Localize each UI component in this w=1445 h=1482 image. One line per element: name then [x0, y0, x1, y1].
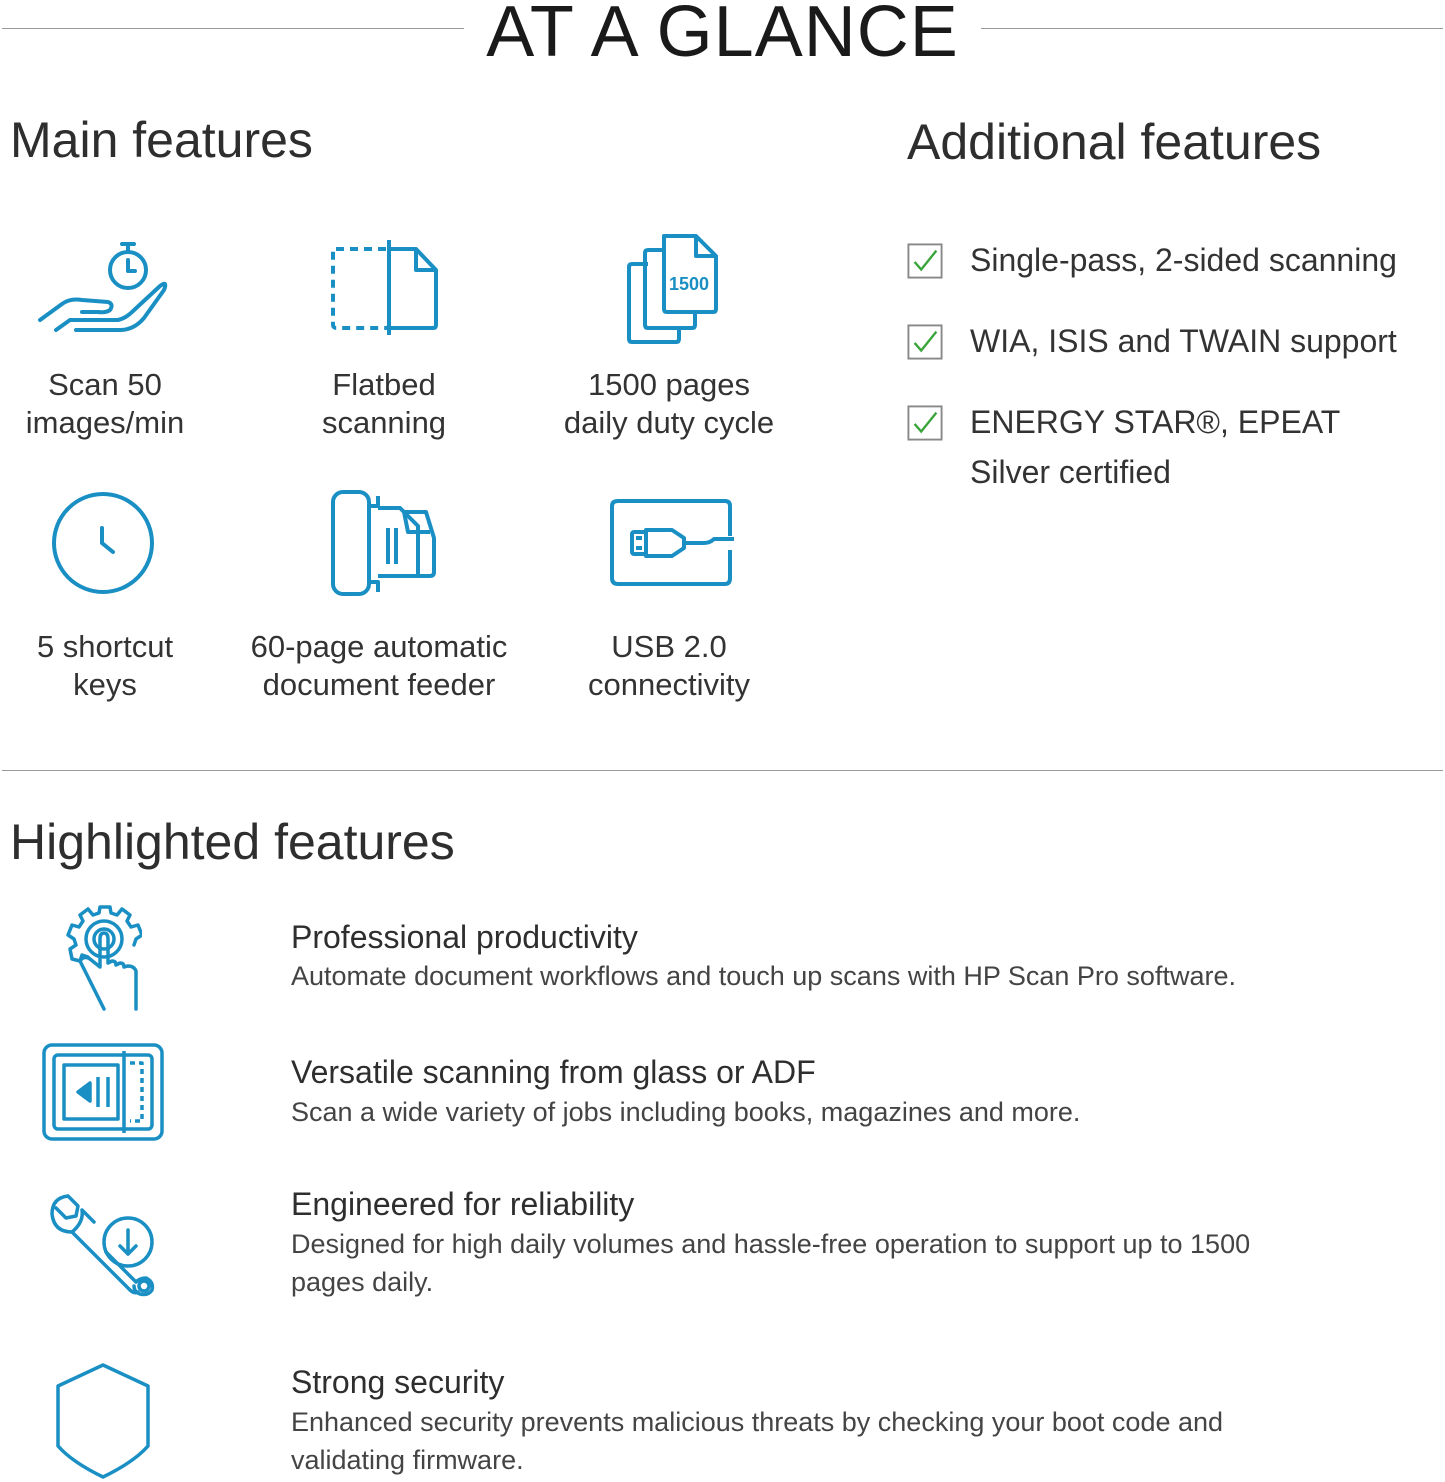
checkbox-checked-icon [907, 324, 943, 360]
flatbed-icon [330, 237, 442, 337]
checkbox-checked-icon [907, 405, 943, 441]
additional-feature-text: WIA, ISIS and TWAIN support [970, 323, 1397, 359]
usb-icon [608, 498, 736, 588]
highlight-title: Versatile scanning from glass or ADF [291, 1054, 816, 1090]
highlight-title: Strong security [291, 1364, 505, 1400]
document-feeder-icon [330, 488, 442, 598]
wrench-download-icon [48, 1192, 158, 1302]
checkbox-checked-icon [907, 243, 943, 279]
section-divider [2, 770, 1443, 771]
feature-label-line: images/min [25, 405, 185, 440]
feature-label-line: 5 shortcut [36, 629, 174, 664]
additional-features-heading: Additional features [907, 114, 1322, 170]
feature-label-line: keys [73, 667, 137, 702]
glass-adf-icon [42, 1043, 164, 1141]
page-title: AT A GLANCE [0, 0, 1445, 72]
feature-label-line: 60-page automatic [250, 629, 508, 664]
clock-icon [50, 490, 156, 596]
feature-label-adf [239, 628, 519, 704]
feature-label-usb [529, 628, 809, 704]
feature-label-line: 1500 pages [587, 367, 751, 402]
feature-label-line: Flatbed [332, 367, 436, 402]
feature-label-scan-speed [0, 366, 245, 442]
feature-label-line: document feeder [262, 667, 496, 702]
feature-label-line: connectivity [588, 667, 750, 702]
highlight-description: Automate document workflows and touch up scans with HP Scan Pro software. [291, 961, 1236, 991]
gear-touch-icon [66, 905, 142, 1011]
feature-label-flatbed [244, 366, 524, 442]
feature-label-line: USB 2.0 [611, 629, 727, 664]
feature-label-duty-cycle [529, 366, 809, 442]
page-stack-icon [626, 232, 722, 347]
shield-icon [54, 1362, 152, 1480]
page-stack-badge: 1500 [668, 274, 710, 294]
highlight-description: Enhanced security prevents malicious threats by checking your boot code and validating firmware. [291, 1407, 1224, 1475]
highlight-title: Professional productivity [291, 919, 638, 955]
highlighted-features-heading: Highlighted features [10, 814, 455, 870]
additional-feature-text: Single-pass, 2-sided scanning [970, 242, 1397, 278]
additional-feature-text: ENERGY STAR®, EPEAT Silver certified [970, 404, 1340, 490]
highlight-title: Engineered for reliability [291, 1186, 635, 1222]
highlight-description: Designed for high daily volumes and hassle-free operation to support up to 1500 pages daily. [291, 1229, 1251, 1297]
feature-label-shortcut-keys [0, 628, 245, 704]
feature-label-line: Scan 50 [48, 367, 162, 402]
highlight-description: Scan a wide variety of jobs including books, magazines and more. [291, 1097, 1081, 1127]
feature-label-line: daily duty cycle [563, 405, 775, 440]
hand-stopwatch-icon [36, 238, 176, 338]
feature-label-line: scanning [321, 405, 447, 440]
main-features-heading: Main features [10, 112, 313, 168]
